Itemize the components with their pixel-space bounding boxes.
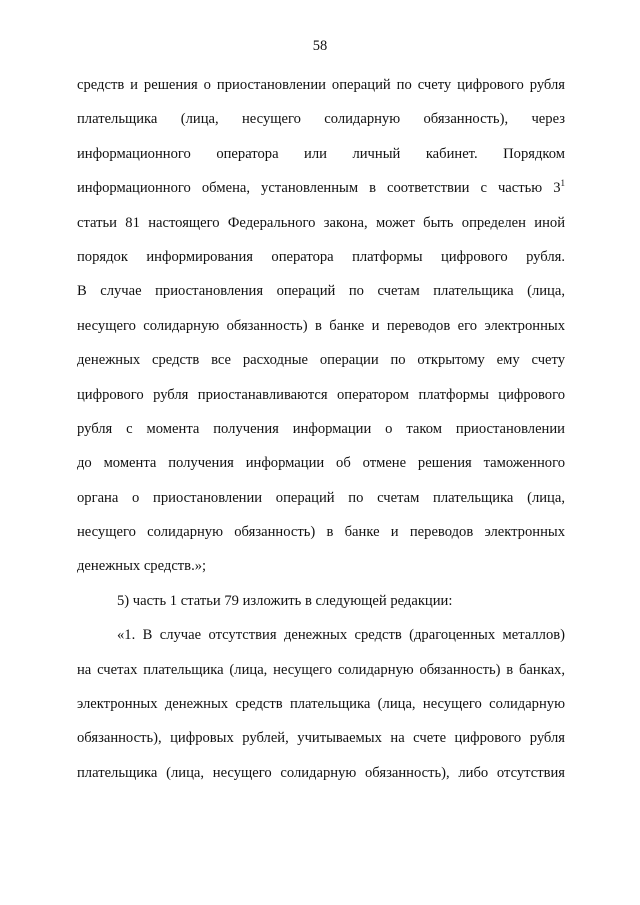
text-line: плательщика (лица, несущего солидарную обязанность), через (77, 111, 565, 128)
text-line: денежных средств все расходные операции по открытому ему счету (77, 352, 565, 369)
text-line: обязанность), цифровых рублей, учитываемых на счете цифрового рубля (77, 730, 565, 747)
text-line: рубля с момента получения информации о таком приостановлении (77, 420, 565, 437)
text-line: порядок информирования оператора платформы цифрового рубля. (77, 248, 565, 265)
text-line-with-superscript (77, 177, 565, 211)
text-line: на счетах плательщика (лица, несущего солидарную обязанность) в банках, (77, 661, 565, 678)
text-line: несущего солидарную обязанность) в банке и переводов электронных (77, 524, 565, 541)
paragraph-item-5 (77, 590, 565, 624)
text-line: цифрового рубля приостанавливаются оператором платформы цифрового (77, 386, 565, 403)
text-line: электронных денежных средств плательщика (лица, несущего солидарную (77, 696, 565, 713)
paragraph-quoted-part-1 (77, 624, 565, 796)
text-line: информационного оператора или личный кабинет. Порядком (77, 145, 565, 162)
text-line: В случае приостановления операций по счетам плательщика (лица, (77, 283, 565, 300)
text-line: плательщика (лица, несущего солидарную обязанность), либо отсутствия (77, 764, 565, 781)
text-line: «1. В случае отсутствия денежных средств (драгоценных металлов) (117, 627, 565, 644)
superscript: 1 (560, 178, 565, 189)
text-line: органа о приостановлении операций по счетам плательщика (лица, (77, 489, 565, 506)
text-line: средств и решения о приостановлении операций по счету цифрового рубля (77, 77, 565, 93)
paragraph-continuation (77, 74, 565, 590)
text-line: статьи 81 настоящего Федерального закона, может быть определен иной (77, 214, 565, 231)
text-line: до момента получения информации об отмене решения таможенного (77, 455, 565, 472)
text-line: денежных средств.»; (77, 558, 207, 575)
text-line-content: информационного обмена, установленным в соответствии с частью 3 (77, 180, 561, 197)
document-text (77, 74, 565, 796)
text-line: несущего солидарную обязанность) в банке и переводов его электронных (77, 317, 565, 334)
text-line: 5) часть 1 статьи 79 изложить в следующей редакции: (117, 592, 453, 609)
page-number: 58 (312, 38, 328, 54)
